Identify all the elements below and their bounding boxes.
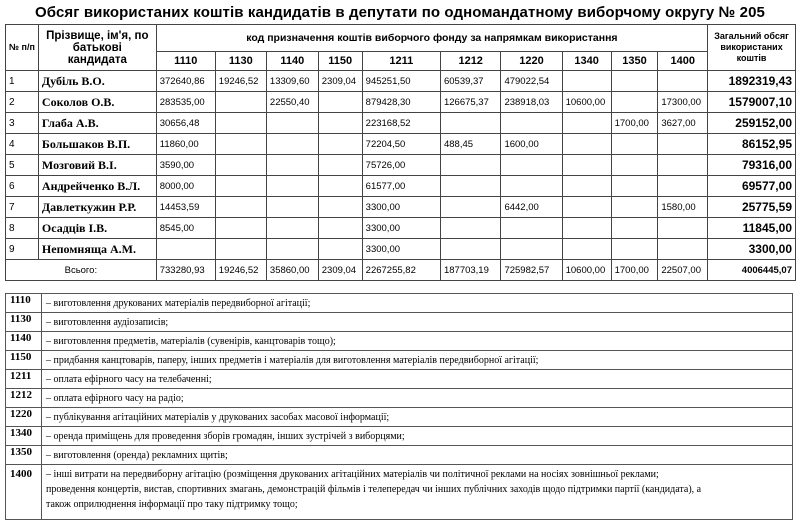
- amount-cell: [611, 92, 658, 113]
- amount-cell: [611, 197, 658, 218]
- legend-description-line: також оприлюднення інформації про таку підтримку тощо;: [46, 499, 298, 510]
- amount-cell: [562, 155, 611, 176]
- totals-cell: 19246,52: [215, 260, 266, 281]
- header-code: 1400: [658, 52, 708, 71]
- amount-cell: [658, 155, 708, 176]
- amount-cell: 126675,37: [440, 92, 500, 113]
- row-number: 6: [6, 176, 39, 197]
- totals-cell: 35860,00: [266, 260, 318, 281]
- header-code: 1110: [156, 52, 215, 71]
- amount-cell: 3300,00: [362, 218, 440, 239]
- row-total: 79316,00: [708, 155, 796, 176]
- amount-cell: [318, 239, 362, 260]
- amount-cell: 14453,59: [156, 197, 215, 218]
- totals-cell: 22507,00: [658, 260, 708, 281]
- amount-cell: [611, 176, 658, 197]
- totals-cell: 2309,04: [318, 260, 362, 281]
- totals-cell: 2267255,82: [362, 260, 440, 281]
- header-num: № п/п: [6, 25, 39, 71]
- amount-cell: 13309,60: [266, 71, 318, 92]
- table-row: [6, 197, 796, 218]
- candidate-name: Давлеткужин Р.Р.: [38, 197, 156, 218]
- amount-cell: [501, 176, 562, 197]
- legend-row: [6, 313, 793, 332]
- legend-body: [6, 294, 793, 520]
- totals-row: [6, 260, 796, 281]
- header-code: 1340: [562, 52, 611, 71]
- amount-cell: 488,45: [440, 134, 500, 155]
- amount-cell: 3300,00: [362, 197, 440, 218]
- header-code: 1212: [440, 52, 500, 71]
- amount-cell: 60539,37: [440, 71, 500, 92]
- totals-cell: 1700,00: [611, 260, 658, 281]
- header-code: 1140: [266, 52, 318, 71]
- totals-cell: 187703,19: [440, 260, 500, 281]
- amount-cell: 3300,00: [362, 239, 440, 260]
- header-name: Прізвище, ім'я, по батькові кандидата: [38, 25, 156, 71]
- row-number: 8: [6, 218, 39, 239]
- amount-cell: [611, 239, 658, 260]
- table-body: [6, 71, 796, 260]
- amount-cell: 879428,30: [362, 92, 440, 113]
- header-total: Загальний обсяг використаних коштів: [708, 25, 796, 71]
- table-row: [6, 71, 796, 92]
- amount-cell: 1700,00: [611, 113, 658, 134]
- legend-description: – оренда приміщень для проведення зборів громадян, інших зустрічей з виборцями;: [42, 427, 793, 446]
- amount-cell: [658, 239, 708, 260]
- amount-cell: [266, 113, 318, 134]
- row-total: 25775,59: [708, 197, 796, 218]
- amount-cell: 479022,54: [501, 71, 562, 92]
- amount-cell: [611, 155, 658, 176]
- amount-cell: [440, 113, 500, 134]
- amount-cell: [658, 218, 708, 239]
- header-code: 1130: [215, 52, 266, 71]
- amount-cell: 3590,00: [156, 155, 215, 176]
- legend-row: [6, 389, 793, 408]
- amount-cell: 1580,00: [658, 197, 708, 218]
- legend-table: [5, 293, 793, 520]
- amount-cell: [501, 218, 562, 239]
- amount-cell: [501, 239, 562, 260]
- legend-description: – оплата ефірного часу на радіо;: [42, 389, 793, 408]
- legend-description: – виготовлення предметів, матеріалів (сувенірів, канцтоварів тощо);: [42, 332, 793, 351]
- amount-cell: 2309,04: [318, 71, 362, 92]
- amount-cell: 8545,00: [156, 218, 215, 239]
- legend-row: [6, 370, 793, 389]
- legend-description: – придбання канцтоварів, паперу, інших предметів і матеріалів для виготовлення матеріалів передвиборної агітації;: [42, 351, 793, 370]
- legend-row: [6, 446, 793, 465]
- amount-cell: 6442,00: [501, 197, 562, 218]
- amount-cell: [562, 239, 611, 260]
- amount-cell: [215, 239, 266, 260]
- legend-code: 1350: [6, 446, 42, 465]
- amount-cell: 372640,86: [156, 71, 215, 92]
- table-row: [6, 218, 796, 239]
- amount-cell: [440, 218, 500, 239]
- amount-cell: [658, 134, 708, 155]
- amount-cell: [266, 155, 318, 176]
- row-number: 7: [6, 197, 39, 218]
- amount-cell: [440, 197, 500, 218]
- candidate-name: Мозговий В.І.: [38, 155, 156, 176]
- legend-row: [6, 408, 793, 427]
- legend-row: [6, 294, 793, 313]
- amount-cell: [562, 176, 611, 197]
- header-code: 1350: [611, 52, 658, 71]
- amount-cell: 1600,00: [501, 134, 562, 155]
- amount-cell: [318, 197, 362, 218]
- table-row: [6, 134, 796, 155]
- legend-row: [6, 427, 793, 446]
- totals-cell: 10600,00: [562, 260, 611, 281]
- table-row: [6, 155, 796, 176]
- row-number: 3: [6, 113, 39, 134]
- amount-cell: [318, 92, 362, 113]
- amount-cell: [266, 239, 318, 260]
- legend-row: [6, 332, 793, 351]
- amount-cell: [562, 197, 611, 218]
- row-number: 2: [6, 92, 39, 113]
- candidate-name: Осадців І.В.: [38, 218, 156, 239]
- amount-cell: 223168,52: [362, 113, 440, 134]
- candidate-name: Соколов О.В.: [38, 92, 156, 113]
- amount-cell: [318, 134, 362, 155]
- candidate-name: Андрейченко В.Л.: [38, 176, 156, 197]
- header-codes-caption: код призначення коштів виборчого фонду за напрямкам використання: [156, 25, 707, 52]
- amount-cell: [611, 134, 658, 155]
- legend-code: 1212: [6, 389, 42, 408]
- candidate-name: Глаба А.В.: [38, 113, 156, 134]
- amount-cell: [501, 113, 562, 134]
- amount-cell: [501, 155, 562, 176]
- amount-cell: 8000,00: [156, 176, 215, 197]
- table-row: [6, 92, 796, 113]
- amount-cell: 10600,00: [562, 92, 611, 113]
- row-number: 4: [6, 134, 39, 155]
- row-total: 1892319,43: [708, 71, 796, 92]
- amount-cell: [562, 134, 611, 155]
- legend-code: 1140: [6, 332, 42, 351]
- legend-code: 1150: [6, 351, 42, 370]
- table-row: [6, 176, 796, 197]
- legend-description: – оплата ефірного часу на телебаченні;: [42, 370, 793, 389]
- legend-description: – виготовлення аудіозаписів;: [42, 313, 793, 332]
- legend-description: [42, 465, 793, 520]
- amount-cell: 61577,00: [362, 176, 440, 197]
- header-code: 1211: [362, 52, 440, 71]
- header-code: 1220: [501, 52, 562, 71]
- amount-cell: 19246,52: [215, 71, 266, 92]
- row-total: 1579007,10: [708, 92, 796, 113]
- row-total: 86152,95: [708, 134, 796, 155]
- amount-cell: 30656,48: [156, 113, 215, 134]
- amount-cell: [611, 71, 658, 92]
- row-total: 3300,00: [708, 239, 796, 260]
- legend-description: – публікування агітаційних матеріалів у друкованих засобах масової інформації;: [42, 408, 793, 427]
- amount-cell: [215, 134, 266, 155]
- amount-cell: 17300,00: [658, 92, 708, 113]
- amount-cell: [318, 113, 362, 134]
- candidate-name: Непомняща А.М.: [38, 239, 156, 260]
- page-title: Обсяг використаних коштів кандидатів в депутати по одномандатному виборчому округу № 205: [35, 4, 765, 21]
- legend-code: 1340: [6, 427, 42, 446]
- amount-cell: [215, 197, 266, 218]
- header-code: 1150: [318, 52, 362, 71]
- row-number: 9: [6, 239, 39, 260]
- amount-cell: [266, 197, 318, 218]
- amount-cell: [440, 239, 500, 260]
- amount-cell: 283535,00: [156, 92, 215, 113]
- amount-cell: 3627,00: [658, 113, 708, 134]
- amount-cell: [215, 176, 266, 197]
- candidate-name: Дубіль В.О.: [38, 71, 156, 92]
- amount-cell: [318, 155, 362, 176]
- amount-cell: [318, 176, 362, 197]
- amount-cell: [215, 218, 266, 239]
- amount-cell: [156, 239, 215, 260]
- legend-code: 1110: [6, 294, 42, 313]
- amount-cell: [611, 218, 658, 239]
- amount-cell: [562, 113, 611, 134]
- expenses-table: [5, 24, 796, 281]
- legend-row: [6, 465, 793, 520]
- amount-cell: [266, 134, 318, 155]
- legend-code: 1211: [6, 370, 42, 389]
- amount-cell: 22550,40: [266, 92, 318, 113]
- amount-cell: 238918,03: [501, 92, 562, 113]
- amount-cell: [658, 176, 708, 197]
- amount-cell: 11860,00: [156, 134, 215, 155]
- amount-cell: [562, 218, 611, 239]
- legend-code: 1220: [6, 408, 42, 427]
- amount-cell: [266, 176, 318, 197]
- amount-cell: [440, 155, 500, 176]
- row-total: 259152,00: [708, 113, 796, 134]
- amount-cell: 945251,50: [362, 71, 440, 92]
- totals-label: Всього:: [6, 260, 157, 281]
- row-number: 1: [6, 71, 39, 92]
- totals-cell: 733280,93: [156, 260, 215, 281]
- legend-description: – виготовлення (оренда) рекламних щитів;: [42, 446, 793, 465]
- totals-cell: 725982,57: [501, 260, 562, 281]
- grand-total: 4006445,07: [708, 260, 796, 281]
- amount-cell: [440, 176, 500, 197]
- legend-code: 1400: [6, 465, 42, 520]
- amount-cell: [266, 218, 318, 239]
- amount-cell: [562, 71, 611, 92]
- amount-cell: 75726,00: [362, 155, 440, 176]
- row-number: 5: [6, 155, 39, 176]
- legend-code: 1130: [6, 313, 42, 332]
- candidate-name: Большаков В.П.: [38, 134, 156, 155]
- amount-cell: [658, 71, 708, 92]
- legend-description-line: проведення концертів, вистав, спортивних змагань, демонстрацій фільмів і телепередач чи інших публічних заходів щодо підтримки партії (кандидата), а: [46, 484, 702, 495]
- legend-description: – виготовлення друкованих матеріалів передвиборної агітації;: [42, 294, 793, 313]
- amount-cell: 72204,50: [362, 134, 440, 155]
- table-row: [6, 239, 796, 260]
- row-total: 69577,00: [708, 176, 796, 197]
- amount-cell: [215, 155, 266, 176]
- table-row: [6, 113, 796, 134]
- legend-row: [6, 351, 793, 370]
- amount-cell: [215, 92, 266, 113]
- amount-cell: [215, 113, 266, 134]
- legend-description-line: – інші витрати на передвиборну агітацію (розміщення друкованих агітаційних матеріалів чи політичної реклами на носіях зовнішньої реклами;: [46, 469, 659, 480]
- amount-cell: [318, 218, 362, 239]
- row-total: 11845,00: [708, 218, 796, 239]
